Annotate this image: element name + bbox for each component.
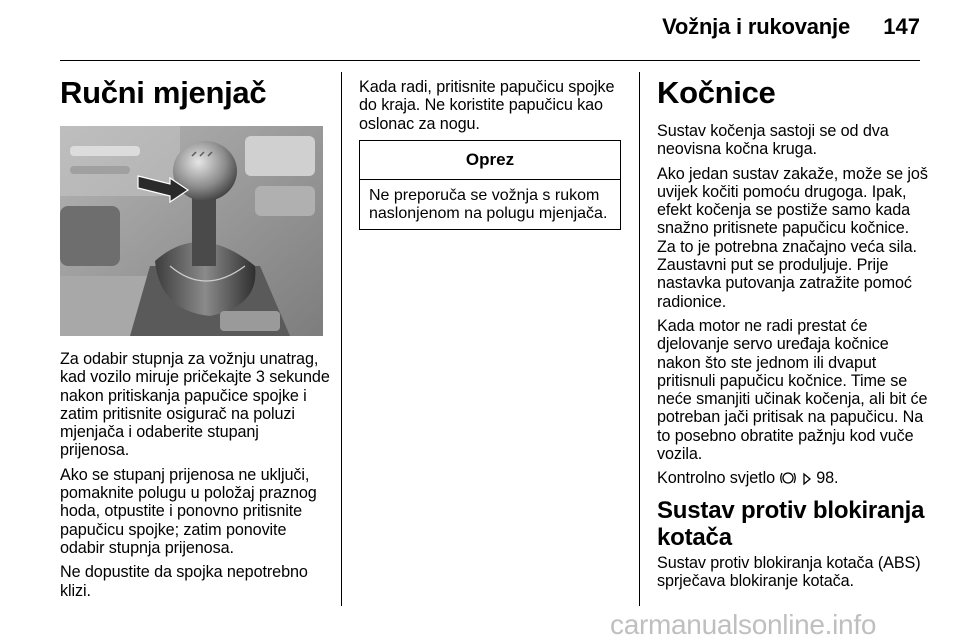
brakes-text	[657, 122, 932, 497]
watermark: carmanualsonline.info	[610, 609, 877, 640]
column-divider-1	[341, 72, 342, 606]
header-rule	[60, 60, 920, 61]
gear-lever-illustration	[60, 126, 323, 336]
warning-light-reference	[657, 469, 932, 490]
caution-title: Oprez	[465, 150, 515, 169]
warning-light-page-link[interactable]: 98.	[816, 469, 839, 488]
paragraph: Sustav protiv blokiranja kotača (ABS) sprječava blokiranje kotača.	[657, 554, 921, 591]
section-heading-manual-gearbox: Ručni mjenjač	[60, 75, 267, 110]
paragraph: Za odabir stupnja za vožnju unatrag, kad vozilo miruje pričekajte 3 sekunde nakon pritiskanja papučice spojke i zatim pritisnite osigurač na poluzi mjenjača i odaberite stupanj prijenosa.	[60, 350, 330, 460]
paragraph: Kada radi, pritisnite papučicu spojke do kraja. Ne koristite papučicu kao oslonac za nogu.	[359, 78, 615, 133]
section-heading-abs: Sustav protiv blokiranja kotača	[657, 497, 925, 551]
paragraph: Ako se stupanj prijenosa ne uključi, pomaknite polugu u položaj praznog hoda, otpustite i ponovno pritisnite papučicu spojke; zatim ponovite odabir stupnja prijenosa.	[60, 465, 317, 557]
abs-text	[657, 554, 937, 597]
running-header-title: Vožnja i rukovanje	[662, 14, 850, 39]
caution-box	[359, 140, 621, 230]
page-reference-arrow-icon[interactable]	[802, 472, 812, 490]
caution-text: Ne preporuča se vožnja s rukom naslonjenom na polugu mjenjača.	[369, 187, 608, 223]
caution-divider	[360, 179, 620, 180]
paragraph: Ako jedan sustav zakaže, može se još uvijek kočiti pomoću drugoga. Ipak, efekt kočenja se postiže samo kada snažno pritisnete papučicu kočnice. Za to je potrebna značajno veća sila. Zaustavni put se produljuje. Prije nastavka putovanja zatražite pomoć radionice.	[657, 164, 928, 311]
section-heading-brakes: Kočnice	[657, 75, 776, 110]
clutch-intro-text	[359, 78, 624, 139]
brake-warning-light-icon	[779, 470, 797, 490]
gear-lever-photo	[60, 126, 323, 336]
column-divider-2	[639, 72, 640, 606]
paragraph: Kada motor ne radi prestat će djelovanje servo uređaja kočnice nakon što ste jednom ili dvaput pritisnuli papučicu kočnice. Time se neće smanjiti učinak kočenja, ali bit će potreban jači pritisak na papučicu. Na to posebno obratite pažnju kod vuče vozila.	[657, 316, 928, 464]
paragraph: Ne dopustite da spojka nepotrebno klizi.	[60, 563, 308, 600]
manual-gearbox-text	[60, 350, 330, 606]
paragraph: Sustav kočenja sastoji se od dva neovisna kočna kruga.	[657, 122, 889, 159]
page-number: 147	[883, 14, 920, 39]
warning-light-label: Kontrolno svjetlo	[657, 469, 775, 488]
